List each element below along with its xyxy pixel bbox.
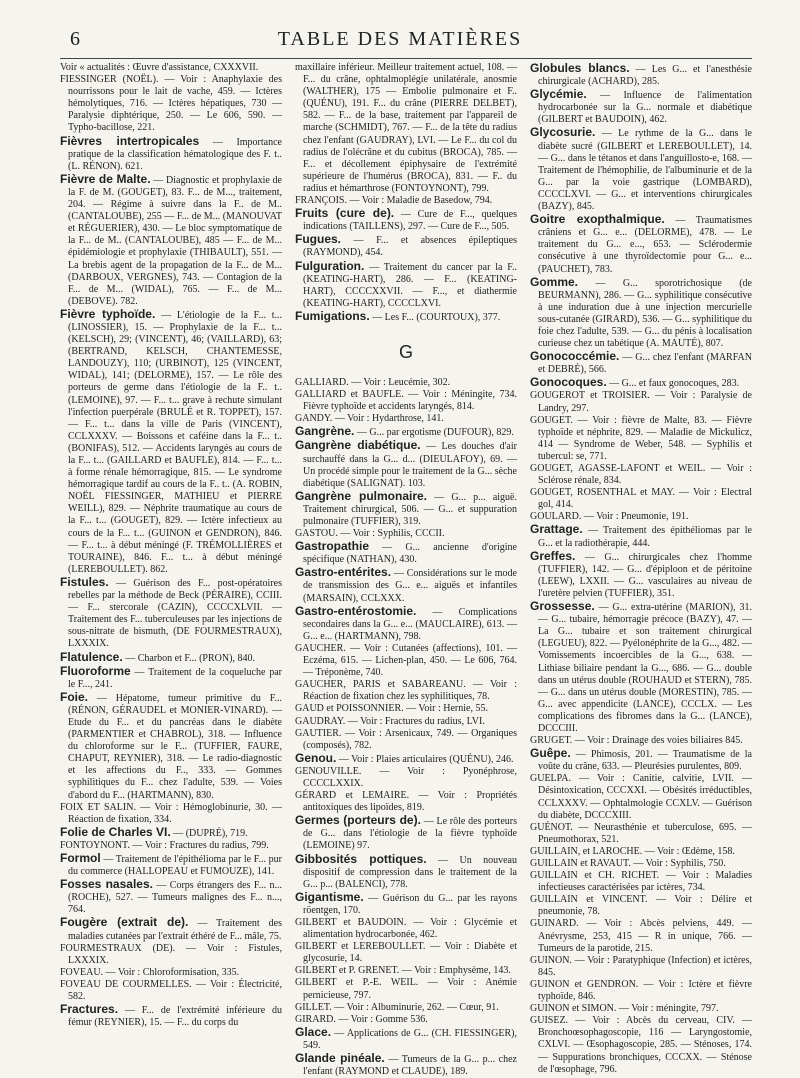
entry-heading: Genou. [295,750,337,765]
index-entry [60,1003,282,1029]
entry-text: — Voir : Plaies articulaires (QUÉNU), 246. [336,753,514,765]
entry-heading: Flatulence. [60,649,123,664]
index-entry [530,487,752,511]
entry-heading: Glycosurie. [530,125,596,140]
entry-text: — Hépatome, tumeur primitive du F... (RÉNON, GÉRAUDEL et MONIER-VINARD). — Etude du F... et du pancréas dans le diabète (PARMENTIER et CHABROL), 318. — Influence du chloroforme sur le F... (TUFFIER, FAURE, CHAPUT, REYNIER), 318. — Le radio-diagnostic et les affections du F.., 333. — Gommes syphilitiques du F... chez l'adulte, 539. — Voies d'abord du F... (HARTMANN), 830. [68,692,282,801]
entry-heading: Fistules. [60,574,109,589]
entry-heading: Greffes. [530,548,576,563]
index-entry [295,605,517,643]
entry-text: — Charbon et F... (PRON), 840. [122,652,255,664]
entry-text: — G... par ergotisme (DUFOUR), 829. [354,427,514,439]
entry-text: GOUGEROT et TROISIER. — Voir : Paralysie de Landry, 297. [530,390,752,414]
index-entry [295,790,517,814]
entry-heading: Foie. [60,689,89,704]
entry-text: — Guérison du G... par les rayons röentgen, 170. [303,892,517,916]
entry-heading: Glande pinéale. [295,1051,385,1066]
entry-heading: Gomme. [530,274,579,289]
entry-heading: Gastropathie [295,539,370,554]
entry-text: — Cure de F..., quelques indications (TAILLENS), 297. — Cure de F..., 505. [303,209,518,233]
index-entry [60,802,282,826]
entry-text: GILBERT et LEREBOULLET. — Voir : Diabète et glycosurie, 14. [295,941,517,965]
header-rule [60,58,752,59]
entry-text: GANDY. — Voir : Hydarthrose, 141. [295,413,444,425]
entry-text: GAUCHER. — Voir : Cutanées (affections), 101. — Eczéma, 615. — Lichen-plan, 450. — Le 606, 764. — Tréponème, 740. [295,642,517,679]
entry-text: — Traitement de l'épithélioma par le F... pur du commerce (HALLOPEAU et FUMOUZE), 141. [68,854,282,878]
entry-text: — Traumatismes crâniens et G... e... (DELORME), 478. — Le traitement du G... e..., 653. — Sclérodermie consécutive à une thyroïdectomie pour G... e... (PAUCHET), 783. [538,215,752,275]
index-entry [295,425,517,439]
entry-heading: Guêpe. [530,746,571,761]
entry-text: FIESSINGER (NOËL). — Voir : Anaphylaxie des nourrissons pour le lait de vache, 459. — Ictères hémolytiques, 716. — Ictères hépatiques, 730 — Paralysie diphtérique, 250. — Le 606, 590. — Typho-bacillose, 221. [60,74,282,134]
entry-text: — G... et faux gonocoques, 283. [606,378,740,390]
entry-text: — F... et absences épileptiques (RAYMOND), 454. [303,235,517,259]
index-entry [295,439,517,489]
index-entry [60,74,282,134]
entry-text: GAUD et POISSONNIER. — Voir : Hernie, 55. [295,703,488,715]
entry-text: GILBERT et P.-E. WEIL. — Voir : Anémie pernicieuse, 797. [295,977,517,1001]
entry-text: — Diagnostic et prophylaxie de la F. de M. (GOUGET), 83. F... de M..., traitement, 204. — Régime à suivre dans la F.. de M.. (CANTALOUBE), 255 — F... de M... (MANOUVAT et RÉGUERIER), 430. — Le bloc symptomatique de la F... de M.. (CANTALOUBE), 485 — F... de M... épidémiologie et prophylaxie (THIBAULT), 551. — La brebis agent de la propagation de la F... de M... (DARBOUX, VERGNES), 743. — Contagion de la F... de M... (WIDAL), 765. — F... de M... (DEBOVE). 782. [68,174,282,307]
entry-text: Voir « actualités : Œuvre d'assistance, CXXXVII. [60,62,259,73]
index-entry [530,773,752,821]
entry-text: GÉRARD et LEMAIRE. — Voir : Propriétés antitoxiques des lipoïdes, 819. [295,790,517,814]
index-entry [295,377,517,389]
entry-text: FOURMESTRAUX (DE). — Voir : Fistules, LXXXIX. [60,942,282,966]
entry-heading: Gonococcémie. [530,349,620,364]
index-entry [295,540,517,566]
entry-text: — Guérison des F... post-opératoires rebelles par la méthode de Beck (PÉRAIRE), CCIII. — F... stercorale (CAZIN), CCCCXLVII. — Traitement des F... tuberculeuses par les injections de sous-nitrate de bismuth, (DE FOURMESTRAUX), LXXXIX. [68,577,282,650]
index-entry [530,126,752,213]
index-entry [295,1002,517,1014]
index-entry [60,943,282,967]
entry-text: — Le rôle des porteurs de G... dans l'étiologie de la fièvre typhoïde (LEMOINE) 97. [303,816,517,852]
index-entry [530,523,752,549]
index-entry [530,822,752,846]
entry-text: — Tumeurs de la G... p... chez l'enfant (RAYMOND et CLAUDE), 189. [303,1054,517,1078]
index-column-3 [530,61,752,1075]
entry-text: — G... chez l'enfant (MARFAN et DEBRÉ), 566. [538,352,752,376]
entry-text: GALLIARD. — Voir : Leucémie, 302. [295,376,451,388]
entry-text: — Considérations sur le mode de transmission des G... e... aiguës et infantiles (MARSAIN), CCLXXX. [303,568,517,604]
index-entry [530,846,752,858]
entry-text: FRANÇOIS. — Voir : Maladie de Basedow, 794. [295,195,493,207]
entry-heading: Gastro-entérostomie. [295,603,417,618]
entry-text: GOUGET, AGASSE-LAFONT et WEIL. — Voir : Sclérose rénale, 834. [530,463,752,487]
index-entry [295,490,517,528]
index-entry [295,260,517,310]
entry-heading: Glace. [295,1024,332,1039]
entry-text: GUINON. — Voir : Paratyphique (Infection) et ictères, 845. [530,954,752,978]
entry-heading: Fièvres intertropicales [60,133,200,148]
entry-text: GUILLAIN et CH. RICHET. — Voir : Maladies infectieuses caractérisées par ictères, 734. [530,870,752,894]
index-entry [295,566,517,604]
entry-text: GUINON et GENDRON. — Voir : Ictère et fièvre typhoïde, 846. [530,978,752,1003]
entry-heading: Gibbosités pottiques. [295,851,427,866]
entry-heading: Formol [60,851,101,865]
entry-text: — Traitement des épithéliomas par le G... et la radiothérapie, 444. [538,525,752,549]
index-entry [530,213,752,275]
entry-text: — L'étiologie de la F... t... (LINOSSIER), 15. — Prophylaxie de la F... t... (KELSCH), 29; (VINCENT), 46; (VAILLARD), 63; (BERTRAND, KELSCH, CHANTEMESSE, LANDOUZY), 110; (URBINOT), 125 (VINCENT, WIDAL), 141; (DELORME), 157. — Le rôle des porteurs de germe dans l'étiologie de la F.. t.. (LEMOINE), 97. — F... t... grave à rechute simulant l'infection puerpérale (BRULÉ et R. TOPPET), 157. — F... t... dans la ville de Paris (VINCENT), CCLXXXV. — Boissons et caféine dans la F... t.. (BONIFAS), 512. — Accidents laryngés au cours de la F... t... (GAILLARD et BAUFLE), 814. — F... t... à forme rénale hémorragique, 815. — Le syndrome hémorragique tardif au cours de la F.. t.. (A. ROBIN, NOËL FIESSINGER, MATHIEU et PIERRE WEILL), 829. — Néphrite traumatique au cours de la F... t... (GOUGET), 829. — Ictère infectieux au cours de la F... t... (GUINON et GENDRON), 846. — F... t... à début méningé (F. TRÉMOLLIÈRES et TOURAINE), 846. F... t... à début méningé (LEREBOULLET). 862. [68,309,282,575]
index-entry [530,390,752,414]
index-entry [530,918,752,954]
index-entry [60,135,282,173]
index-entry [530,600,752,735]
index-entry [60,967,282,979]
index-entry [530,463,752,487]
index-entry [295,679,517,703]
entry-text: GENOUVILLE. — Voir : Pyonéphrose, CCCCLXXIX. [295,765,517,789]
entry-heading: Grossesse. [530,599,595,614]
entry-text: — G... p... aiguë. Traitement chirurgical, 506. — G... et suppuration pulmonaire (TUFFIER), 319. [303,491,517,527]
index-entry [295,965,517,977]
entry-text: — Les G... et l'anesthésie chirurgicale (ACHARD), 285. [538,64,752,88]
entry-text: GOUGET. — Voir : fièvre de Malte, 83. — Fièvre typhoïde et néphrite, 829. — Maladie de Mickulicz, 414 — Syndrome de Weber, 548. — Syphilis et tubercul: se, 771. [530,414,752,462]
index-entry [295,207,517,233]
index-entry [530,415,752,463]
entry-heading: Goitre exopthalmique. [530,212,665,227]
index-entry [530,62,752,88]
entry-heading: Fractures. [60,1002,119,1017]
index-entry [60,826,282,840]
index-column-2 [295,62,518,1078]
entry-text: — Les F... (COURTOUX), 377. [369,311,501,323]
index-entry [530,955,752,979]
entry-heading: Fosses nasales. [60,877,153,892]
index-entry [295,233,517,259]
entry-text: GILBERT et P. GRENET. — Voir : Emphysème, 143. [295,965,511,977]
index-entry [295,310,517,324]
index-entry [530,858,752,870]
entry-heading: Germes (porteurs de). [295,813,421,828]
entry-heading: Gangrène diabétique. [295,438,421,453]
entry-text: — Phimosis, 201. — Traumatisme de la voûte du crâne, 633. — Pleurésies purulentes, 809. [538,749,752,773]
entry-heading: Gigantisme. [295,889,364,904]
entry-text: GALLIARD et BAUFLE. — Voir : Méningite, 734. Fièvre typhoïde et accidents laryngés, 814. [295,389,517,413]
index-entry [295,703,517,715]
index-entry [295,62,517,195]
index-entry [60,308,282,576]
index-entry [295,728,517,752]
entry-text: maxillaire inférieur. Meilleur traitement actuel, 108. — F... du crâne, ophtalmoplégie unilatérale, anosmie (WALTHER), 175 — Embolie pulmonaire et F.. (QUÉNU), 191. F... du crâne (PIERRE DELBET), 582. — F... de la base, traitement par l'appareil de marche (SCHMIDT), 767. — F... de la tête du radius chez l'enfant (GAUDRAY), LVI. — Le F... du col du radius de l'olécrâne et du cubitus (BROCA), 785. — F... et décollement épiphysaire de l'extrémité supérieure de l'humérus (BROCA), 831. — F.. du radius et hémarthrose (FONTOYNONT), 799. [295,62,517,194]
entry-text: — Traitement du cancer par la F.. (KEATING-HART), 286. — F... (KEATING-HART), CCCCXXVII. — F..., et diathermie (KEATING-HART), CCCCLXVI. [303,261,517,309]
entry-heading: Fruits (cure de). [295,206,395,221]
index-entry [295,716,517,728]
index-entry [530,350,752,376]
index-entry [530,550,752,600]
index-entry [60,852,282,878]
index-entry [295,752,517,766]
entry-text: GUILLAIN, et LAROCHE. — Voir : Œdème, 158. [530,845,735,857]
index-entry [295,891,517,917]
index-entry [530,276,752,351]
index-entry [295,853,517,891]
index-entry [295,917,517,941]
entry-text: FOIX ET SALIN. — Voir : Hémoglobinurie, 30. — Réaction de fixation, 334. [60,801,282,825]
page-number: 6 [70,28,80,50]
entry-heading: Fluoroforme [60,663,131,678]
entry-text: GUINON et SIMON. — Voir : méningite, 797. [530,1003,719,1015]
entry-text: — Le rythme de la G... dans le diabète sucré (GILBERT et LEREBOULLET), 14. — G... dans le tétanos et dans l'anguillosto-e, 168. — Traitement de l'hémophilie, de l'albuminurie et de la G... par la voie gastrique (LOMBARD), CCCCLXVI. — G... et interventions chirurgicales (BAZY), 845. [538,128,752,213]
entry-heading: Fumigations. [295,308,370,323]
entry-text: — Importance pratique de la classification hématologique des F. t.. (L. RÉNON). 621. [68,136,282,172]
entry-text: — F... de l'extrémité inférieure du fémur (REYNIER), 15. — F... du corps du [68,1005,282,1029]
entry-text: — G... extra-utérine (MARION), 31. — G... tubaire, hémorragie précoce (BAZY), 47. — La G... tubaire et son traitement chirurgical (LEGUEU), 822. — Pyélonéphrite de la G..., 482. — Vomissements incoercibles de la G..., 638. — Lithiase biliaire pendant la G..., 686. — G... double dans un utérus double (ROUHAUD et STERN), 785. — G... dans un utérus double (MORESTIN), 785. — G... avec appendicite (LANCE), CCCLX. — Les complications des fibromes dans la G... (LANCE), DCCCIII. [538,602,752,734]
index-entry [60,651,282,665]
entry-heading: Gastro-entérites. [295,565,392,580]
entry-text: — Un nouveau dispositif de compression dans le traitement de la G... p... (BALENCI), 778. [303,854,517,890]
index-entry [60,665,282,691]
entry-text: — (DUPRÉ), 719. [170,827,248,839]
index-entry [60,878,282,916]
entry-heading: Fièvre typhoïde. [60,306,156,321]
entry-text: — Traitement de la coqueluche par le F..., 241. [68,666,282,690]
index-entry [60,979,282,1003]
entry-text: FONTOYNONT. — Voir : Fractures du radius, 799. [60,839,269,851]
index-entry [295,766,517,790]
index-entry [60,173,282,308]
entry-text: GRUGET. — Voir : Drainage des voies biliaires 845. [530,735,743,747]
entry-text: GAUCHER, PARIS et SABAREANU. — Voir : Réaction de fixation chez les syphilitiques, 78. [295,679,517,703]
section-letter: G [398,341,413,362]
entry-text: GUÉNOT. — Neurasthénie et tuberculose, 695. — Pneumothorax, 521. [530,821,752,845]
entry-text: — G... ancienne d'origine spécifique (NATHAN), 430. [303,542,517,566]
index-entry [60,691,282,802]
entry-text: GAUTIER. — Voir : Arsenicaux, 749. — Organiques (composés), 782. [295,727,517,751]
index-entry [295,814,517,852]
index-entry [60,576,282,651]
entry-text: GILBERT et BAUDOIN. — Voir : Glycémie et alimentation hydrocarbonée, 462. [295,917,517,941]
index-entry [295,389,517,413]
entry-heading: Gonocoques. [530,375,607,390]
index-entry [60,916,282,942]
index-entry [295,941,517,965]
index-column-1 [60,62,282,1029]
entry-text: — Applications de G... (CH. FIESSINGER), 549. [303,1027,517,1051]
index-entry [530,894,752,918]
entry-text: — Complications secondaires dans la G... e... (MAUCLAIRE), 613. — G... e... (HARTMANN), 798. [303,606,517,642]
index-columns [60,61,752,1078]
index-entry [530,747,752,773]
running-title: TABLE DES MATIÈRES [277,28,523,50]
entry-heading: Fougère (extrait de). [60,915,189,930]
entry-heading: Globules blancs. [530,61,630,75]
entry-text: GOUGET, ROSENTHAL et MAY. — Voir : Electral gol, 414. [530,487,752,511]
entry-heading: Fugues. [295,232,342,247]
entry-text: — Les douches d'air surchauffé dans la G... d... (DIEULAFOY), 69. — Un procédé simple pour le traitement de la G... sèche diabétique (SALIGNAT). 103. [303,441,517,489]
index-entry [530,1003,752,1015]
entry-heading: Gangrène. [295,424,355,439]
entry-text: — Influence de l'alimentation hydrocarbonée sur la G... normale et diabétique (GILBERT et BAUDOIN), 462. [538,90,752,126]
index-entry [295,1026,517,1052]
entry-text: GASTOU. — Voir : Syphilis, CCCII. [295,528,445,540]
entry-text: — G... sporotrichosique (de BEURMANN), 286. — G... syphilitique consécutive à une induration due à une injection mercurielle sous-cutanée (GIRARD), 536. — G... syphilitique du foie chez l'adulte, 539. — G... du pénis à localisation curieuse chez un tabétique (A. MAUTÉ), 807. [538,277,752,350]
entry-text: GAUDRAY. — Voir : Fractures du radius, LVI. [295,715,485,727]
index-entry [295,977,517,1001]
entry-text: — G... chirurgicales chez l'homme (TUFFIER), 142. — G... d'épiploon et de péritoine (LEEW), LXXII. — G... vasculaires au niveau de l'uretère pelvien (TUFFIER), 351. [538,551,752,599]
index-entry [295,643,517,679]
entry-text: GILLET. — Voir : Albuminurie, 262. — Cœur, 91. [295,1001,499,1013]
entry-text: GIRARD. — Voir : Gomme 536. [295,1013,428,1025]
entry-text: GUINARD. — Voir : Abcès pelviens, 449. — Anévrysme, 253, 415 — R in unique, 766. — Tumeurs de la parotide, 215. [530,918,752,954]
index-entry [530,979,752,1003]
entry-heading: Folie de Charles VI. [60,824,171,839]
entry-heading: Fulguration. [295,258,365,273]
entry-text: GUILLAIN et VINCENT. — Voir : Délire et pneumonie, 78. [530,894,752,918]
index-entry [60,62,282,74]
entry-text: FOVEAU. — Voir : Chloroformisation, 335. [60,966,240,978]
entry-heading: Gangrène pulmonaire. [295,488,428,503]
index-entry [530,88,752,126]
entry-heading: Grattage. [530,522,583,537]
entry-text: GUELPA. — Voir : Canitie, calvitie, LVII. — Désintoxication, CCCXXI. — Obésités irréductibles, CCLXXXV. — Ophtalmologie CCXLV. — Guérison du diabète, DCCCXIII. [530,773,752,821]
entry-heading: Fièvre de Malte. [60,171,151,186]
entry-text: — Corps étrangers des F... n... (ROCHE), 527. — Tumeurs malignes des F... n..., 764. [68,880,282,916]
index-entry [295,1052,517,1078]
entry-text: — Traitement des maladies cutanées par l'extrait éthéré de F... mâle, 75. [68,918,282,942]
index-entry [530,870,752,894]
index-entry [530,376,752,390]
entry-text: GUISEZ. — Voir : Abcès du cerveau, CIV. — Bronchoœsophagoscopie, 116 — Laryngostomie, CXLVI. — Œsophagoscopie, 285. — Sténoses, 174. — Suppurations bronchiques, CCCXX. — Sténose de l'œsophage, 796. [530,1015,752,1075]
entry-text: GOULARD. — Voir : Pneumonie, 191. [530,511,689,523]
index-entry [530,1015,752,1075]
entry-text: FOVEAU DE COURMELLES. — Voir : Électricité, 582. [60,978,282,1003]
entry-heading: Glycémie. [530,87,587,102]
entry-text: GUILLAIN et RAVAUT. — Voir : Syphilis, 750. [530,858,726,869]
